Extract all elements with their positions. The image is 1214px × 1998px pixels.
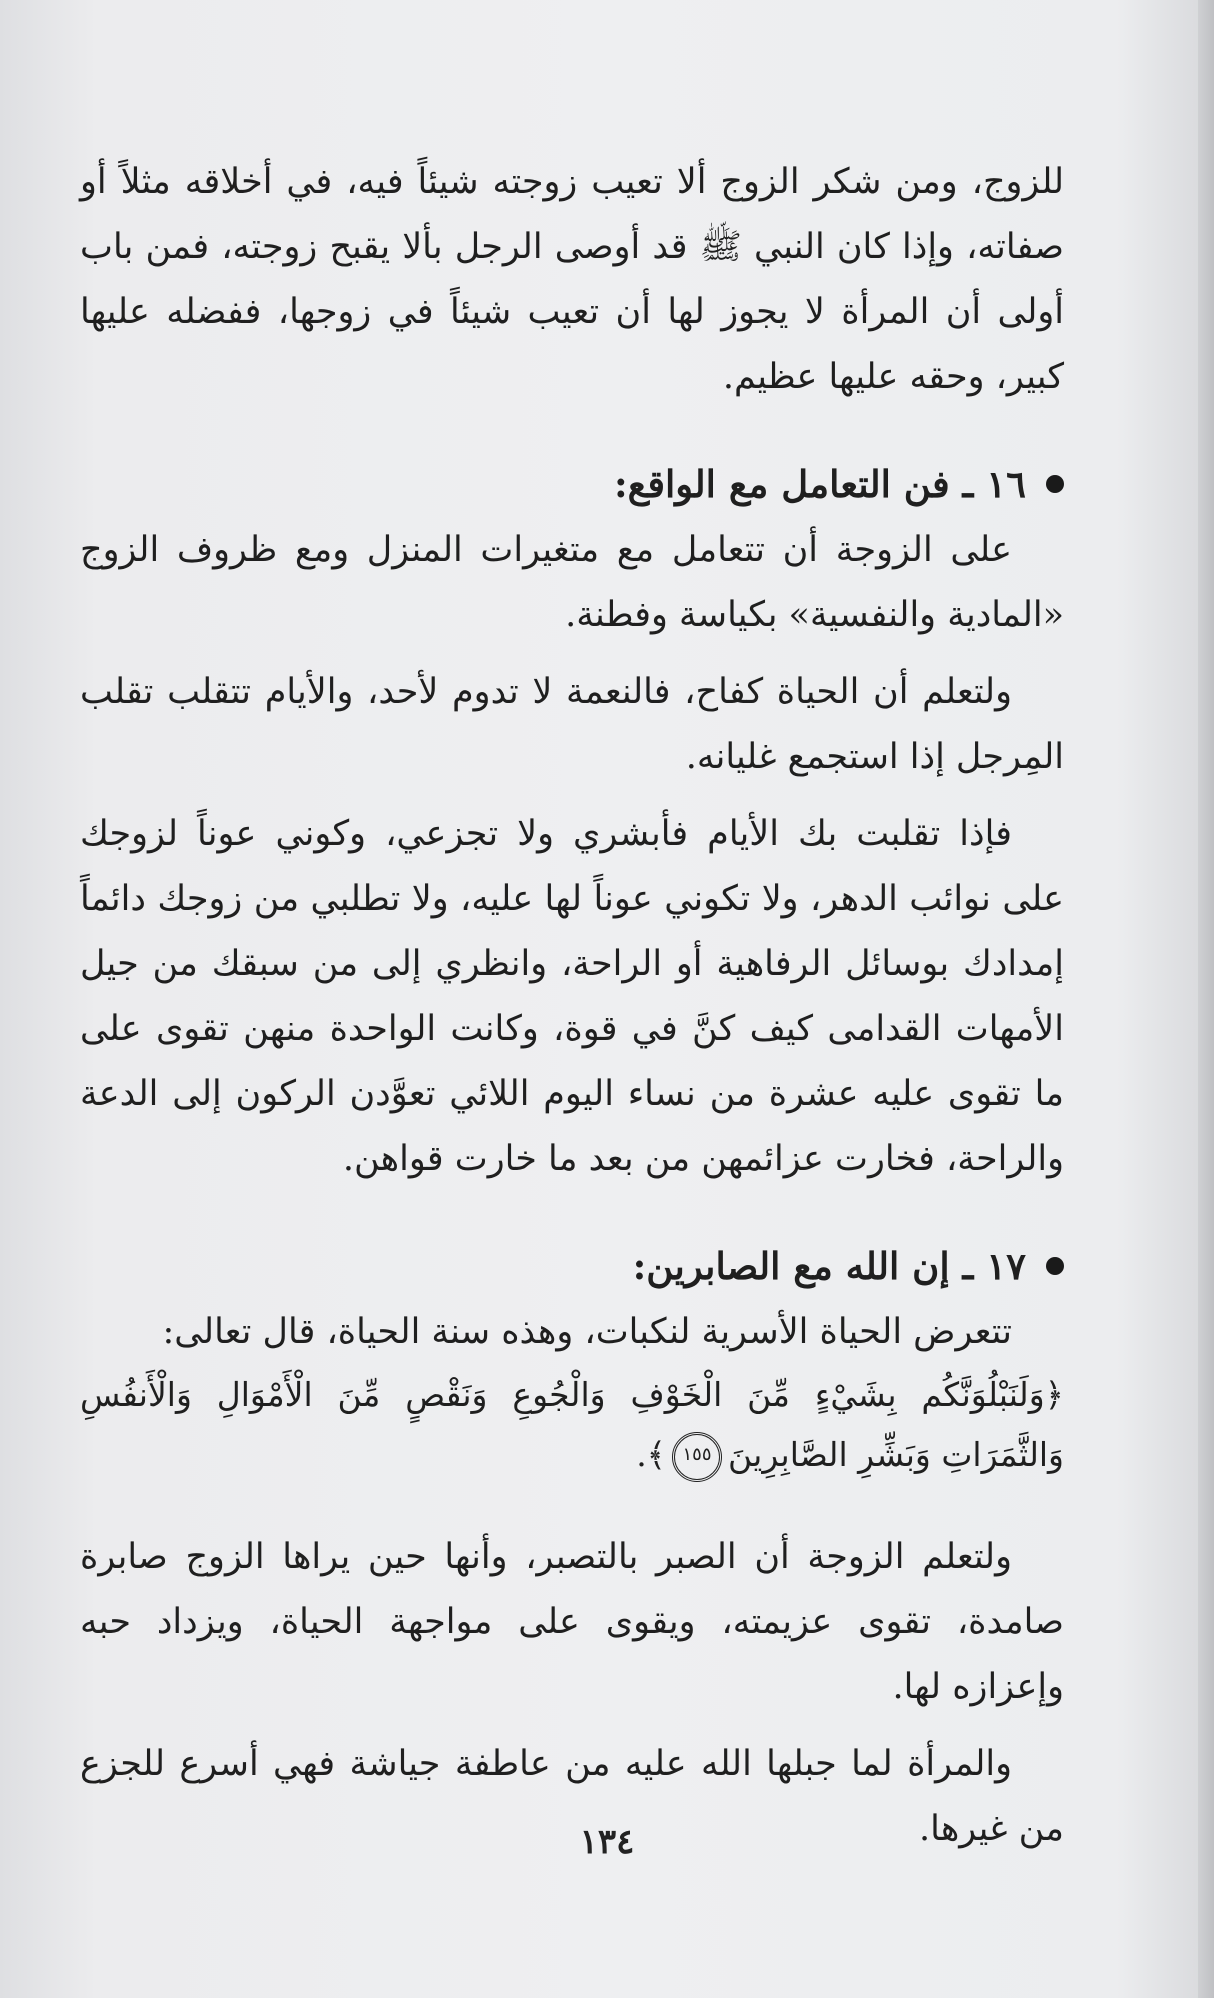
spacer bbox=[80, 1485, 1064, 1525]
paragraph-2: على الزوجة أن تتعامل مع متغيرات المنزل ومع ظروف الزوج «المادية والنفسية» بكياسة وفطنة. bbox=[80, 530, 1064, 635]
ayah-number-icon: ١٥٥ bbox=[672, 1432, 722, 1482]
spacer bbox=[80, 648, 1064, 660]
spacer bbox=[80, 1192, 1064, 1232]
paragraph-1: للزوج، ومن شكر الزوج ألا تعيب زوجته شيئاً فيه، في أخلاقه مثلاً أو صفاته، وإذا كان النبي ﷺ قد أوصى الرجل بألا يقبح زوجته، فمن باب أولى أن المرأة لا يجوز لها أن تعيب شيئاً في زوجها، ففضله عليها كبير، وحقه عليها عظيم. bbox=[80, 162, 1064, 397]
section-heading-17 bbox=[80, 1232, 1064, 1300]
section-heading-17-text: ١٧ ـ إن الله مع الصابرين: bbox=[632, 1244, 1026, 1288]
bullet-icon bbox=[1046, 475, 1064, 493]
quran-verse-end: ﴾. bbox=[636, 1435, 667, 1474]
page-number: ١٣٤ bbox=[579, 1822, 635, 1862]
paragraph-7: والمرأة لما جبلها الله عليه من عاطفة جياشة فهي أسرع للجزع من غيرها. bbox=[80, 1744, 1064, 1849]
paragraph-5: تتعرض الحياة الأسرية لنكبات، وهذه سنة الحياة، قال تعالى: bbox=[162, 1312, 1012, 1352]
paragraph-4: فإذا تقلبت بك الأيام فأبشري ولا تجزعي، وكوني عوناً لزوجك على نوائب الدهر، ولا تكوني عوناً لها عليه، ولا تطلبي من زوجك دائماً إمدادك بوسائل الرفاهية أو الراحة، وانظري إلى من سبقك من جيل الأمهات القدامى كيف كنَّ في قوة، وكانت الواحدة منهن تقوى على ما تقوى عليه عشرة من نساء اليوم اللائي تعوَّدن الركون إلى الدعة والراحة، فخارت عزائمهن من بعد ما خارت قواهن. bbox=[80, 814, 1064, 1179]
quran-verse-text: ﴿وَلَنَبْلُوَنَّكُم بِشَيْءٍ مِّنَ الْخَوْفِ وَالْجُوعِ وَنَقْصٍ مِّنَ الْأَمْوَالِ وَالْأَنفُسِ وَالثَّمَرَاتِ وَبَشِّرِ الصَّابِرِينَ bbox=[80, 1375, 1064, 1474]
quran-verse bbox=[80, 1365, 1064, 1485]
spacer bbox=[80, 1720, 1064, 1732]
spacer bbox=[80, 410, 1064, 450]
section-heading-16-text: ١٦ ـ فن التعامل مع الواقع: bbox=[613, 462, 1026, 506]
paragraph-3: ولتعلم أن الحياة كفاح، فالنعمة لا تدوم لأحد، والأيام تتقلب تقلب المِرجل إذا استجمع غليانه. bbox=[80, 672, 1064, 777]
spacer bbox=[80, 790, 1064, 802]
paragraph-6: ولتعلم الزوجة أن الصبر بالتصبر، وأنها حين يراها الزوج صابرة صامدة، تقوى عزيمته، ويقوى على مواجهة الحياة، ويزداد حبه وإعزازه لها. bbox=[80, 1537, 1064, 1707]
bullet-icon bbox=[1046, 1257, 1064, 1275]
page-edge bbox=[1198, 0, 1214, 1998]
section-heading-16 bbox=[80, 450, 1064, 518]
page-text bbox=[80, 150, 1064, 1862]
